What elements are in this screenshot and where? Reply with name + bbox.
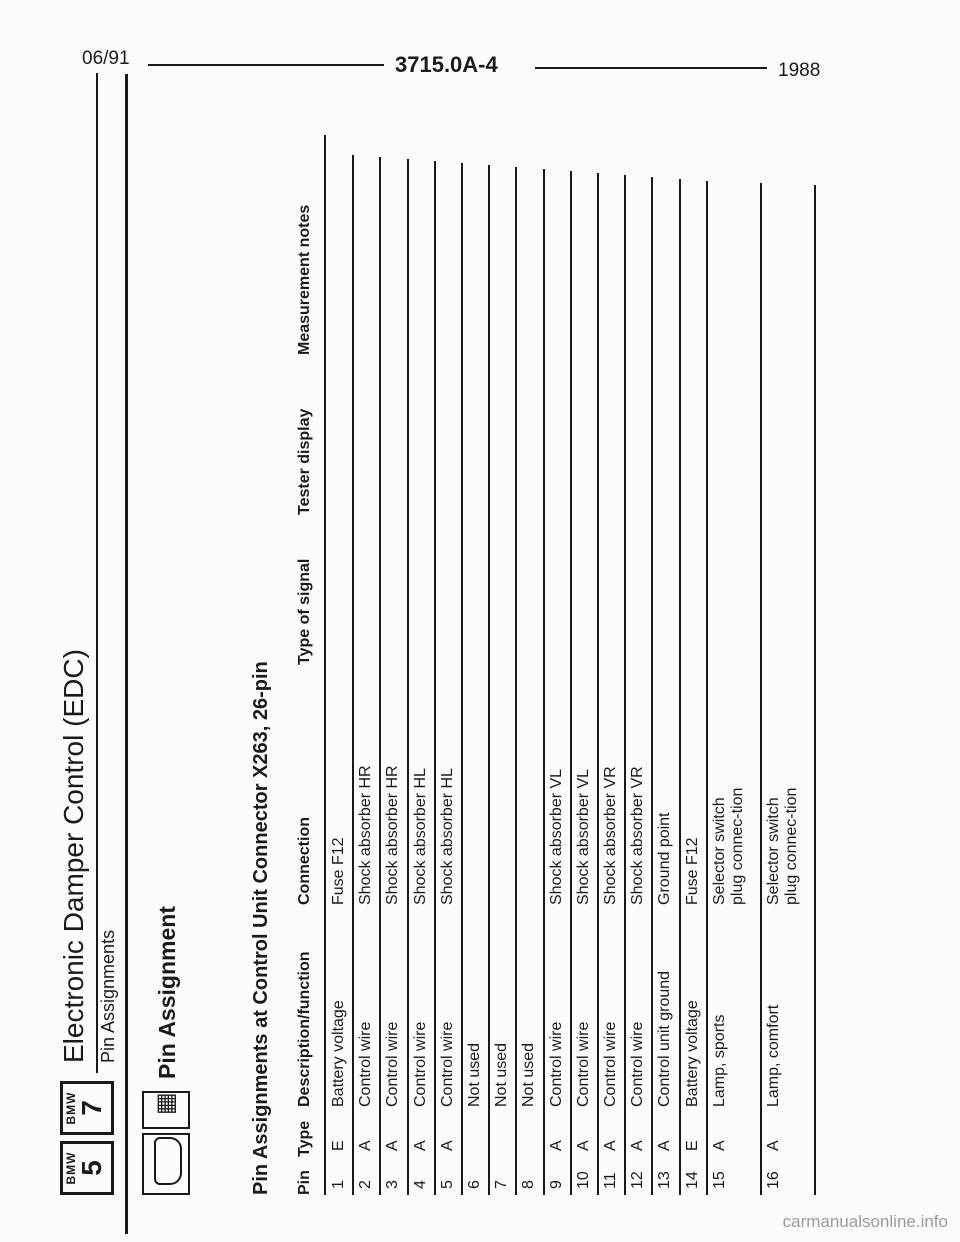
cell-connection: Shock absorber VR bbox=[602, 766, 619, 905]
cell-pin: 6 bbox=[466, 1180, 483, 1189]
cell-description: Control wire bbox=[602, 1021, 619, 1107]
cell-type: A bbox=[629, 1140, 647, 1151]
table-row bbox=[598, 115, 625, 1195]
table-row bbox=[680, 115, 707, 1195]
cell-pin: 10 bbox=[574, 1171, 592, 1189]
bmw-badge-7 bbox=[60, 1081, 114, 1135]
connector-shape bbox=[154, 1137, 182, 1185]
col-tester-display: Tester display bbox=[296, 408, 313, 515]
cell-description: Control wire bbox=[438, 1021, 456, 1107]
cell-connection: Fuse F12 bbox=[330, 837, 347, 905]
cell-description: Lamp, sports bbox=[710, 1014, 728, 1107]
cell-description: Control unit ground bbox=[656, 970, 674, 1107]
cell-description: Control wire bbox=[547, 1021, 565, 1107]
cell-type: A bbox=[384, 1140, 402, 1151]
table-row bbox=[489, 115, 516, 1195]
cell-pin: 5 bbox=[438, 1180, 456, 1189]
cell-type: E bbox=[683, 1140, 701, 1151]
cell-description: Battery voltage bbox=[330, 1000, 347, 1107]
cell-type: A bbox=[656, 1140, 674, 1151]
cell-type: A bbox=[574, 1140, 592, 1151]
cell-pin: 4 bbox=[411, 1180, 429, 1189]
document-subtitle: Pin Assignments bbox=[98, 929, 118, 1063]
col-type: Type bbox=[296, 1120, 313, 1157]
col-pin: Pin bbox=[296, 1170, 313, 1195]
cell-connection: Ground point bbox=[656, 812, 674, 905]
table-row bbox=[625, 115, 652, 1195]
table-row bbox=[462, 115, 489, 1195]
col-measurement-notes: Measurement notes bbox=[296, 204, 313, 355]
header-rule-left bbox=[148, 64, 384, 66]
cell-pin: 7 bbox=[493, 1180, 511, 1189]
cell-type: A bbox=[764, 1140, 782, 1151]
cell-connection: Fuse F12 bbox=[683, 837, 701, 905]
rotated-content bbox=[60, 115, 800, 1195]
cell-connection: Selector switch plug connec-tion bbox=[764, 787, 800, 905]
cell-connection: Shock absorber HR bbox=[384, 765, 402, 905]
table-row bbox=[571, 115, 598, 1195]
cell-description: Control wire bbox=[574, 1021, 592, 1107]
badge-brand: BMW bbox=[64, 1151, 78, 1185]
cell-connection: Shock absorber HL bbox=[438, 768, 456, 905]
table-row bbox=[761, 115, 815, 1195]
table-row bbox=[652, 115, 679, 1195]
cell-type: A bbox=[411, 1140, 429, 1151]
col-description: Description/function bbox=[296, 951, 313, 1107]
watermark: carmanualsonline.info bbox=[782, 1212, 948, 1231]
badge-brand: BMW bbox=[64, 1091, 78, 1125]
cell-connection: Selector switch plug connec-tion bbox=[710, 787, 746, 905]
cell-pin: 3 bbox=[384, 1180, 402, 1189]
page-header bbox=[0, 48, 960, 88]
cell-pin: 16 bbox=[764, 1171, 782, 1189]
col-connection: Connection bbox=[296, 817, 313, 905]
document-code: 3715.0A-4 bbox=[395, 52, 498, 77]
table-row bbox=[353, 115, 380, 1195]
table-row bbox=[544, 115, 571, 1195]
header-rule-right bbox=[535, 67, 767, 69]
connector-icon bbox=[142, 1133, 190, 1195]
table-row bbox=[707, 115, 761, 1195]
cell-type: A bbox=[357, 1140, 375, 1151]
table-row bbox=[516, 115, 543, 1195]
badge-number: 5 bbox=[76, 1160, 107, 1176]
plug-glyph: ▦ bbox=[152, 1092, 179, 1115]
section-title: Pin Assignment bbox=[154, 906, 180, 1079]
cell-pin: 2 bbox=[357, 1180, 375, 1189]
document-title: Electronic Damper Control (EDC) bbox=[58, 649, 89, 1063]
cell-pin: 1 bbox=[330, 1180, 347, 1189]
cell-type: A bbox=[438, 1140, 456, 1151]
cell-pin: 8 bbox=[520, 1180, 538, 1189]
row-rule bbox=[814, 185, 816, 1195]
header-year: 1988 bbox=[778, 60, 821, 81]
cell-pin: 11 bbox=[602, 1172, 619, 1189]
title-rule bbox=[96, 73, 98, 1073]
table-row bbox=[380, 115, 407, 1195]
cell-description: Not used bbox=[520, 1042, 538, 1107]
cell-connection: Shock absorber HL bbox=[411, 768, 429, 905]
cell-description: Control wire bbox=[357, 1021, 375, 1107]
model-badges bbox=[60, 1081, 114, 1195]
cell-description: Control wire bbox=[384, 1021, 402, 1107]
header-date: 06/91 bbox=[82, 48, 130, 69]
table-row bbox=[435, 115, 462, 1195]
cell-pin: 12 bbox=[629, 1171, 647, 1189]
cell-type: A bbox=[547, 1140, 565, 1151]
cell-pin: 14 bbox=[683, 1171, 701, 1189]
plug-icon bbox=[142, 1091, 190, 1129]
badge-number: 7 bbox=[76, 1100, 107, 1116]
cell-type: A bbox=[710, 1140, 728, 1151]
cell-connection: Shock absorber VR bbox=[629, 766, 647, 905]
cell-description: Control wire bbox=[629, 1021, 647, 1107]
cell-description: Control wire bbox=[411, 1021, 429, 1107]
cell-connection: Shock absorber HR bbox=[357, 765, 375, 905]
col-signal-type: Type of signal bbox=[296, 558, 313, 665]
cell-type: E bbox=[330, 1140, 347, 1151]
cell-pin: 13 bbox=[656, 1171, 674, 1189]
cell-description: Lamp, comfort bbox=[764, 1004, 782, 1107]
cell-pin: 15 bbox=[710, 1171, 728, 1189]
table-title: Pin Assignments at Control Unit Connector X263, 26-pin bbox=[250, 661, 272, 1195]
cell-pin: 9 bbox=[547, 1180, 565, 1189]
cell-type: A bbox=[602, 1140, 619, 1151]
table-row bbox=[408, 115, 435, 1195]
cell-connection: Shock absorber VL bbox=[547, 768, 565, 905]
cell-connection: Shock absorber VL bbox=[574, 768, 592, 905]
table-row bbox=[326, 115, 353, 1195]
cell-description: Battery voltage bbox=[683, 1000, 701, 1107]
cell-description: Not used bbox=[493, 1042, 511, 1107]
bmw-badge-5 bbox=[60, 1141, 114, 1195]
cell-description: Not used bbox=[466, 1042, 483, 1107]
